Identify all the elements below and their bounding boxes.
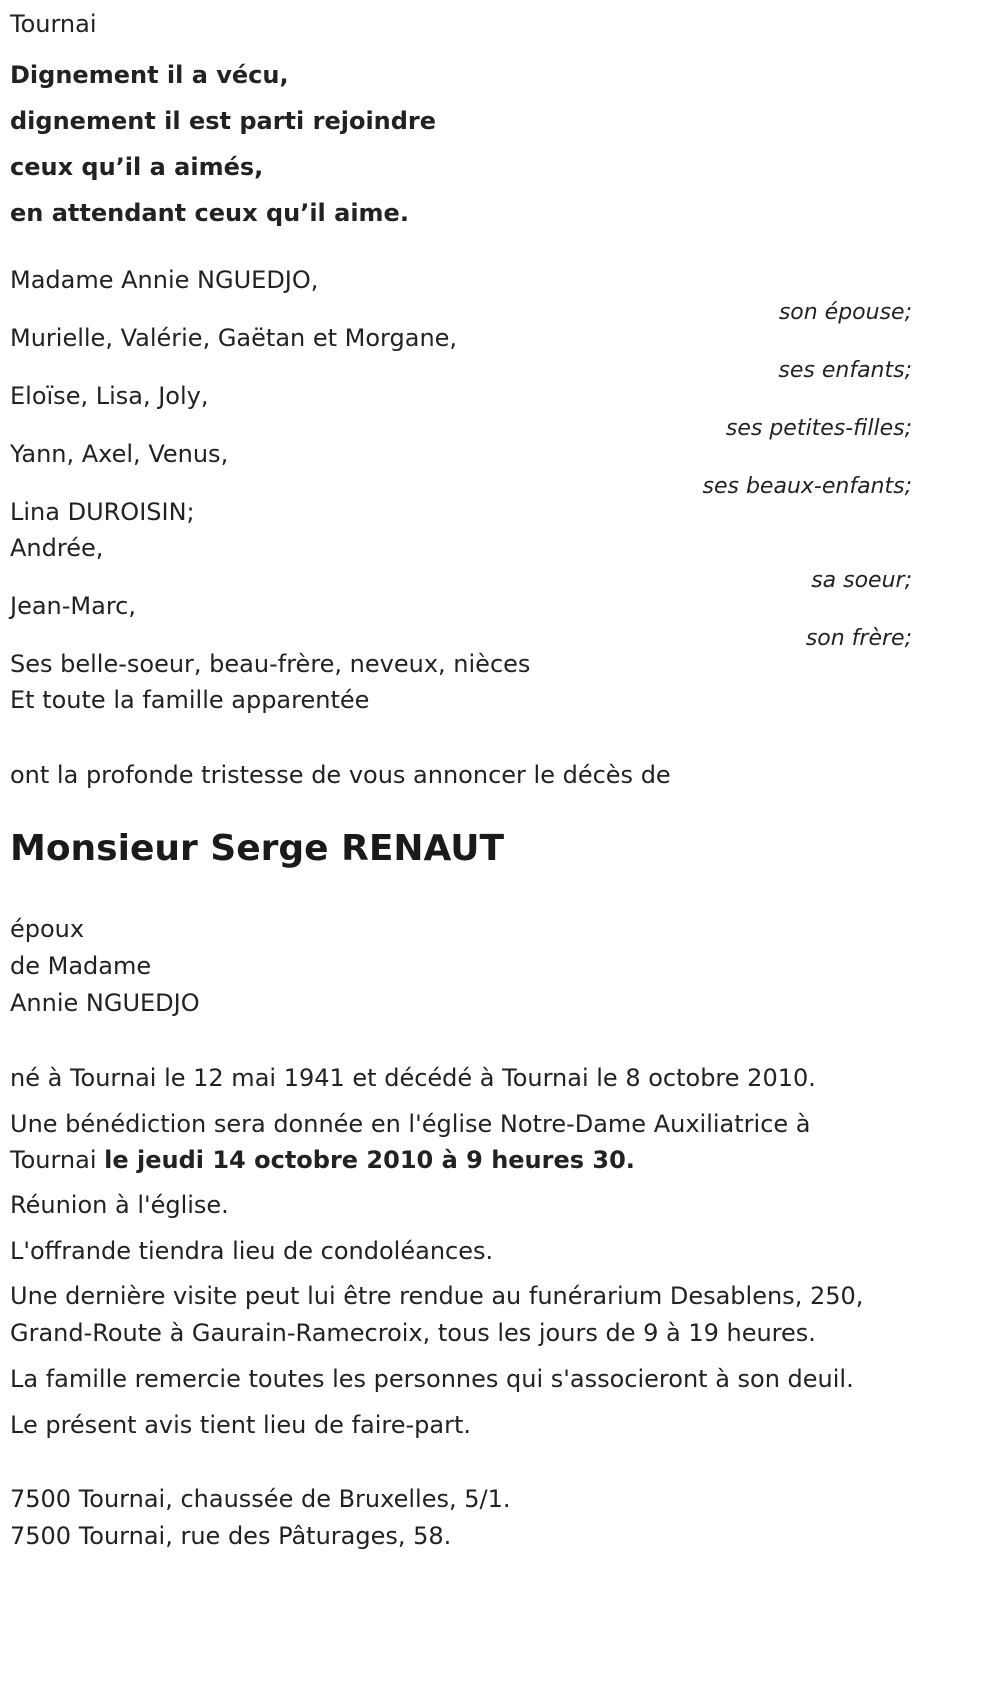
family-name: Andrée,: [10, 534, 104, 562]
family-name: Madame Annie NGUEDJO,: [10, 266, 319, 294]
address-line: 7500 Tournai, rue des Pâturages, 58.: [10, 1522, 452, 1550]
spouse-line: de Madame: [10, 952, 152, 980]
family-entry: [10, 436, 912, 502]
family-role: ses petites-filles;: [725, 416, 912, 441]
family-name: Eloïse, Lisa, Joly,: [10, 382, 209, 410]
family-name: Murielle, Valérie, Gaëtan et Morgane,: [10, 324, 458, 352]
family-entry: [10, 494, 912, 530]
visit-line: Une dernière visite peut lui être rendue au funérarium Desablens, 250,: [10, 1282, 864, 1310]
birth-death-text: né à Tournai le 12 mai 1941 et décédé à Tournai le 8 octobre 2010.: [10, 1064, 816, 1092]
poem-line: Dignement il a vécu,: [10, 61, 289, 89]
family-role: ses enfants;: [778, 358, 912, 383]
poem-line: en attendant ceux qu’il aime.: [10, 199, 409, 227]
family-role: sa soeur;: [811, 568, 912, 593]
announcement-text: ont la profonde tristesse de vous annoncer le décès de: [10, 761, 671, 789]
address-line: 7500 Tournai, chaussée de Bruxelles, 5/1.: [10, 1485, 511, 1513]
ceremony-line: Une bénédiction sera donnée en l'église Notre-Dame Auxiliatrice à: [10, 1110, 811, 1138]
family-entry: [10, 320, 912, 386]
family-entry: [10, 378, 912, 444]
meeting-text: Réunion à l'église.: [10, 1191, 229, 1219]
visit-line: Grand-Route à Gaurain-Ramecroix, tous les jours de 9 à 19 heures.: [10, 1319, 816, 1347]
poem-line: dignement il est parti rejoindre: [10, 107, 437, 135]
ceremony-place: Tournai: [10, 1146, 105, 1174]
family-name: Jean-Marc,: [10, 592, 136, 620]
poem-line: ceux qu’il a aimés,: [10, 153, 264, 181]
ceremony-date: le jeudi 14 octobre 2010 à 9 heures 30.: [104, 1146, 635, 1174]
family-name: Yann, Axel, Venus,: [10, 440, 229, 468]
spouse-line: Annie NGUEDJO: [10, 989, 200, 1017]
deceased-name: Monsieur Serge RENAUT: [10, 828, 505, 869]
family-entry: [10, 262, 912, 328]
family-name: Lina DUROISIN;: [10, 498, 195, 526]
family-entry: [10, 588, 912, 654]
offering-text: L'offrande tiendra lieu de condoléances.: [10, 1237, 494, 1265]
relatives-line: Et toute la famille apparentée: [10, 686, 370, 714]
city-header: Tournai: [10, 10, 97, 38]
family-role: ses beaux-enfants;: [702, 474, 912, 499]
thanks-text: La famille remercie toutes les personnes qui s'associeront à son deuil.: [10, 1365, 854, 1393]
notice-text: Le présent avis tient lieu de faire-part.: [10, 1411, 472, 1439]
poem: [10, 52, 436, 236]
family-role: son frère;: [805, 626, 912, 651]
family-role: son épouse;: [778, 300, 912, 325]
spouse-line: époux: [10, 915, 85, 943]
ceremony-line: [10, 1142, 635, 1178]
relatives-line: Ses belle-soeur, beau-frère, neveux, nièces: [10, 650, 531, 678]
family-entry: [10, 530, 912, 596]
